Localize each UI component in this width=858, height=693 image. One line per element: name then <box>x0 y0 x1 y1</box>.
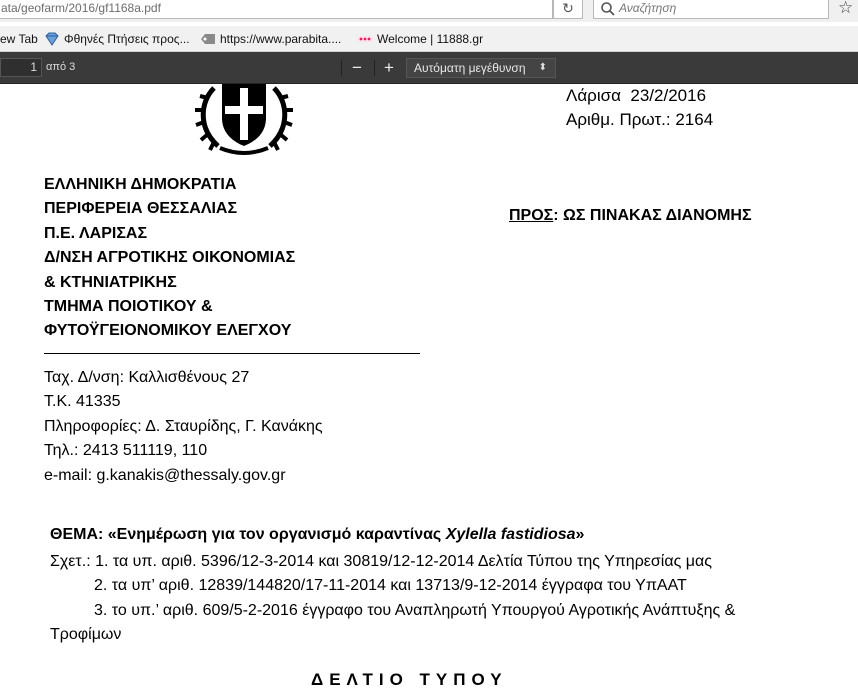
search-box[interactable] <box>593 0 829 19</box>
address-text[interactable]: ata/geofarm/2016/gf1168a.pdf <box>1 1 161 15</box>
reference-item: 2. τα υπ’ αριθ. 12839/144820/17-11-2014 και 13713/9-12-2014 έγγραφα του ΥπΑΑΤ <box>94 577 687 595</box>
subject-prefix: ΘΕΜΑ: «Ενημέρωση για τον οργανισμό καραντίνας <box>50 526 446 543</box>
bookmark-11888[interactable] <box>357 32 483 46</box>
page-number-input[interactable]: 1 <box>0 58 42 77</box>
zoom-out-button[interactable]: − <box>352 58 362 77</box>
recipient-value: : ΩΣ ΠΙΝΑΚΑΣ ΔΙΑΝΟΜΗΣ <box>553 207 752 224</box>
org-line: ΤΜΗΜΑ ΠΟΙΟΤΙΚΟΥ & <box>44 298 213 316</box>
subject-suffix: » <box>575 526 585 543</box>
bookmark-star-icon[interactable]: ☆ <box>838 0 854 17</box>
header-divider <box>44 353 420 354</box>
issuing-organization <box>44 173 295 344</box>
org-line: Π.Ε. ΛΑΡΙΣΑΣ <box>44 224 148 242</box>
diamond-icon <box>44 32 60 46</box>
subject-line <box>50 526 584 544</box>
reference-item: Σχετ.: 1. τα υπ. αριθ. 5396/12-3-2014 και 30819/12-12-2014 Δελτία Τύπου της Υπηρεσίας μας <box>50 553 712 570</box>
org-line: ΦΥΤΟΫΓΕΙΟΝΟΜΙΚΟΥ ΕΛΕΓΧΟΥ <box>44 322 292 340</box>
toolbar-separator <box>341 60 342 76</box>
subject-species: Xylella fastidiosa <box>445 526 576 543</box>
protocol-number: Αριθμ. Πρωτ.: 2164 <box>566 110 714 129</box>
references-block <box>50 550 850 648</box>
url-bar-row <box>0 0 858 22</box>
org-line: Δ/ΝΣΗ ΑΓΡΟΤΙΚΗΣ ΟΙΚΟΝΟΜΙΑΣ <box>44 249 296 267</box>
zoom-select[interactable] <box>406 58 556 78</box>
11888-icon <box>357 32 373 46</box>
zoom-in-button[interactable]: + <box>384 58 394 77</box>
bookmark-new-tab[interactable] <box>0 32 38 46</box>
contact-phone: Τηλ.: 2413 511119, 110 <box>44 442 208 460</box>
reference-item: Τροφίμων <box>50 626 122 644</box>
contact-address: Ταχ. Δ/νση: Καλλισθένους 27 <box>44 369 250 386</box>
search-placeholder: Αναζήτηση <box>619 1 677 15</box>
bookmark-label: Φθηνές Πτήσεις προς... <box>64 32 190 46</box>
bookmark-flights[interactable] <box>44 32 190 46</box>
recipient-label: ΠΡΟΣ <box>509 207 554 224</box>
recipient-line <box>509 207 752 225</box>
bookmark-label: https://www.parabita.... <box>220 32 342 46</box>
link-icon <box>200 32 216 46</box>
bookmark-parabita[interactable] <box>200 32 341 46</box>
contact-persons: Πληροφορίες: Δ. Σταυρίδης, Γ. Κανάκης <box>44 417 323 435</box>
org-line: & ΚΤΗΝΙΑΤΡΙΚΗΣ <box>44 273 177 291</box>
contact-block <box>44 366 323 488</box>
contact-postal-code: Τ.Κ. 41335 <box>44 393 121 411</box>
bookmark-label: ew Tab <box>0 32 38 46</box>
press-release-title: ΔΕΛΤΙΟ ΤΥΠΟΥ <box>311 670 508 689</box>
page-count-label: από 3 <box>46 61 76 73</box>
hellenic-coat-of-arms <box>192 84 296 156</box>
zoom-select-value: Αυτόματη μεγέθυνση <box>414 61 526 75</box>
org-line: ΕΛΛΗΝΙΚΗ ΔΗΜΟΚΡΑΤΙΑ <box>44 176 237 193</box>
reload-button[interactable] <box>553 0 583 19</box>
address-bar[interactable] <box>0 0 553 19</box>
toolbar-separator <box>374 60 375 76</box>
contact-email: e-mail: g.kanakis@thessaly.gov.gr <box>44 466 286 484</box>
bookmarks-bar <box>0 26 858 52</box>
pdf-toolbar <box>0 52 858 84</box>
pdf-page <box>0 84 858 693</box>
org-line: ΠΕΡΙΦΕΡΕΙΑ ΘΕΣΣΑΛΙΑΣ <box>44 200 238 218</box>
document-date: Λάρισα 23/2/2016 <box>566 86 707 105</box>
bookmark-label: Welcome | 11888.gr <box>377 32 484 46</box>
search-icon <box>600 1 616 17</box>
reference-item: 3. το υπ.’ αριθ. 609/5-2-2016 έγγραφο του Αναπληρωτή Υπουργού Αγροτικής Ανάπτυξης & <box>94 601 736 619</box>
reload-icon: ↻ <box>562 0 574 16</box>
updown-arrows-icon: ⬍ <box>538 62 547 73</box>
